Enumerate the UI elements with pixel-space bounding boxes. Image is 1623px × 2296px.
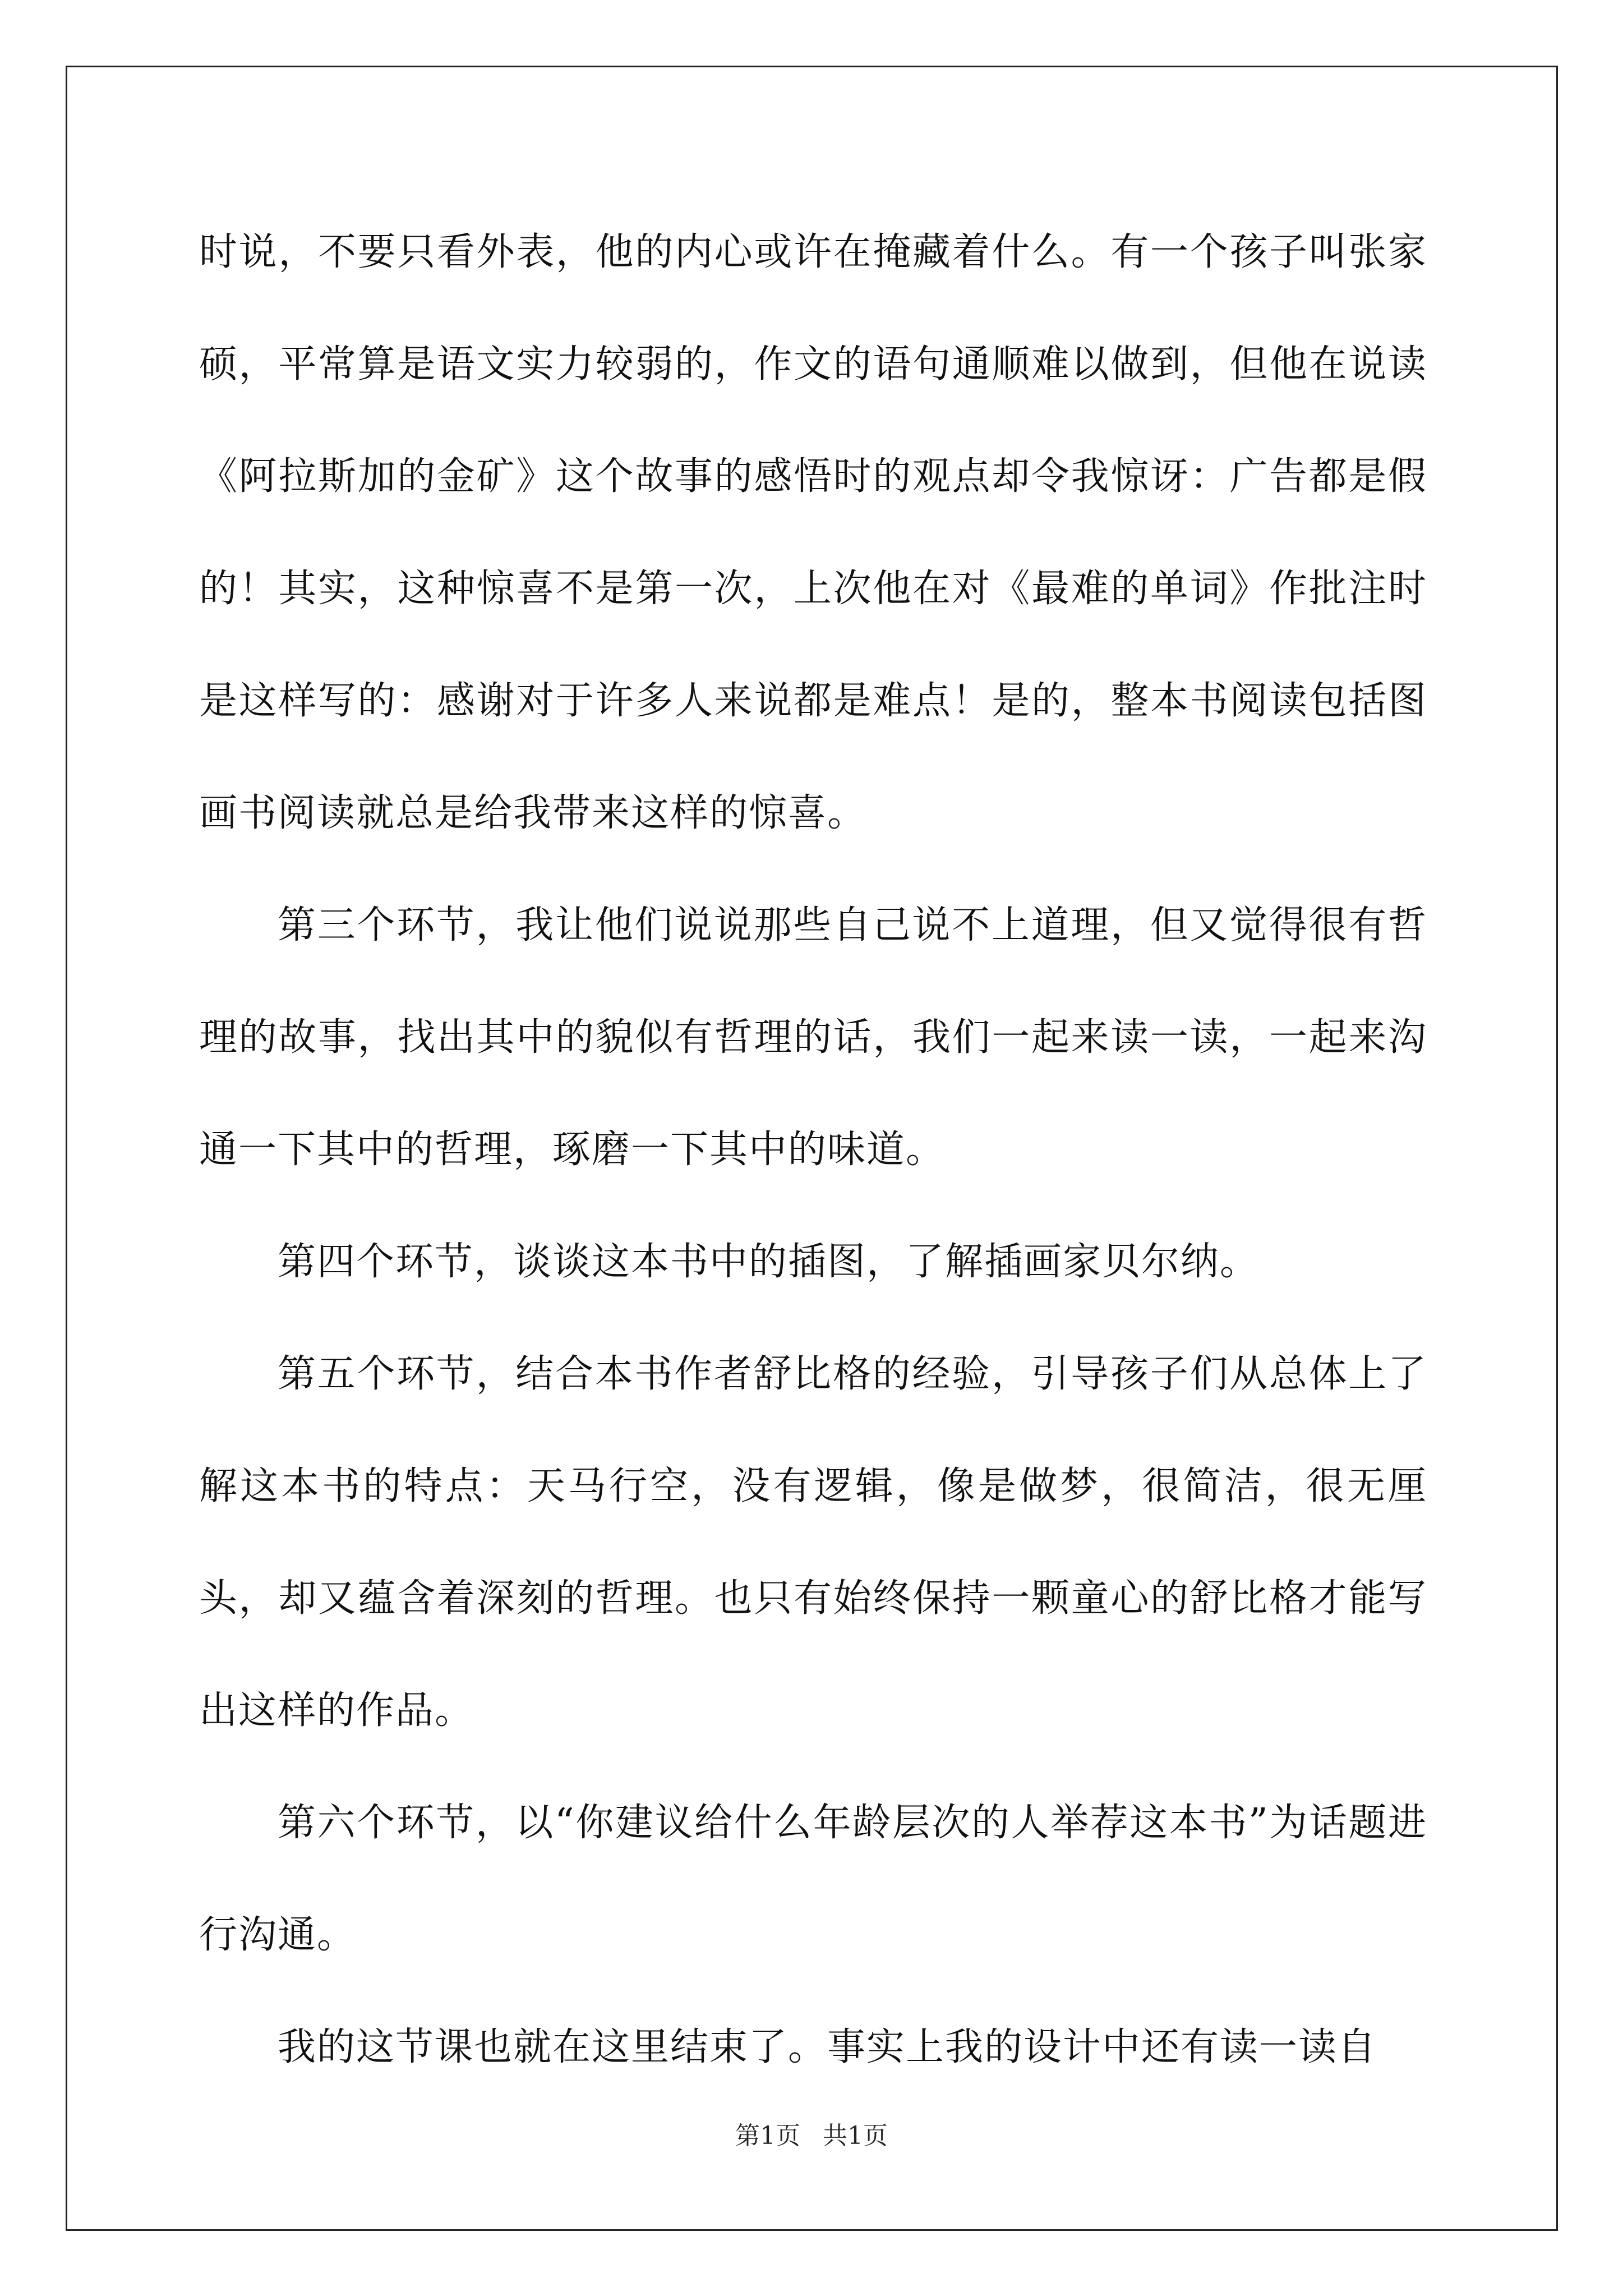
paragraph-1: 时说，不要只看外表，他的内心或许在掩藏着什么。有一个孩子叫张家硕，平常算是语文实力较弱的，作文的语句通顺难以做到，但他在说读《阿拉斯加的金矿》这个故事的感悟时的观点却令我惊讶：广告都是假的！其实，这种惊喜不是第一次，上次他在对《最难的单词》作批注时是这样写的：感谢对于许多人来说都是难点！是的，整本书阅读包括图画书阅读就总是给我带来这样的惊喜。 [199, 230, 1427, 835]
paragraph-3: 第四个环节，谈谈这本书中的插图，了解插画家贝尔纳。 [278, 1240, 1260, 1284]
paragraph-5: 第六个环节，以“你建议给什么年龄层次的人举荐这本书”为话题进行沟通。 [199, 1801, 1427, 1957]
total-pages: 共1页 [823, 2122, 888, 2150]
page-number: 第1页 [735, 2122, 800, 2150]
paragraph-6: 我的这节课也就在这里结束了。事实上我的设计中还有读一读自 [278, 2025, 1377, 2069]
page-footer [0, 2119, 1623, 2153]
paragraph-2: 第三个环节，我让他们说说那些自己说不上道理，但又觉得很有哲理的故事，找出其中的貌似有哲理的话，我们一起来读一读，一起来沟通一下其中的哲理，琢磨一下其中的味道。 [199, 903, 1427, 1172]
document-body [199, 196, 1427, 2104]
paragraph-4: 第五个环节，结合本书作者舒比格的经验，引导孩子们从总体上了解这本书的特点：天马行空，没有逻辑，像是做梦，很简洁，很无厘头，却又蕴含着深刻的哲理。也只有始终保持一颗童心的舒比格才能写出这样的作品。 [199, 1352, 1427, 1733]
